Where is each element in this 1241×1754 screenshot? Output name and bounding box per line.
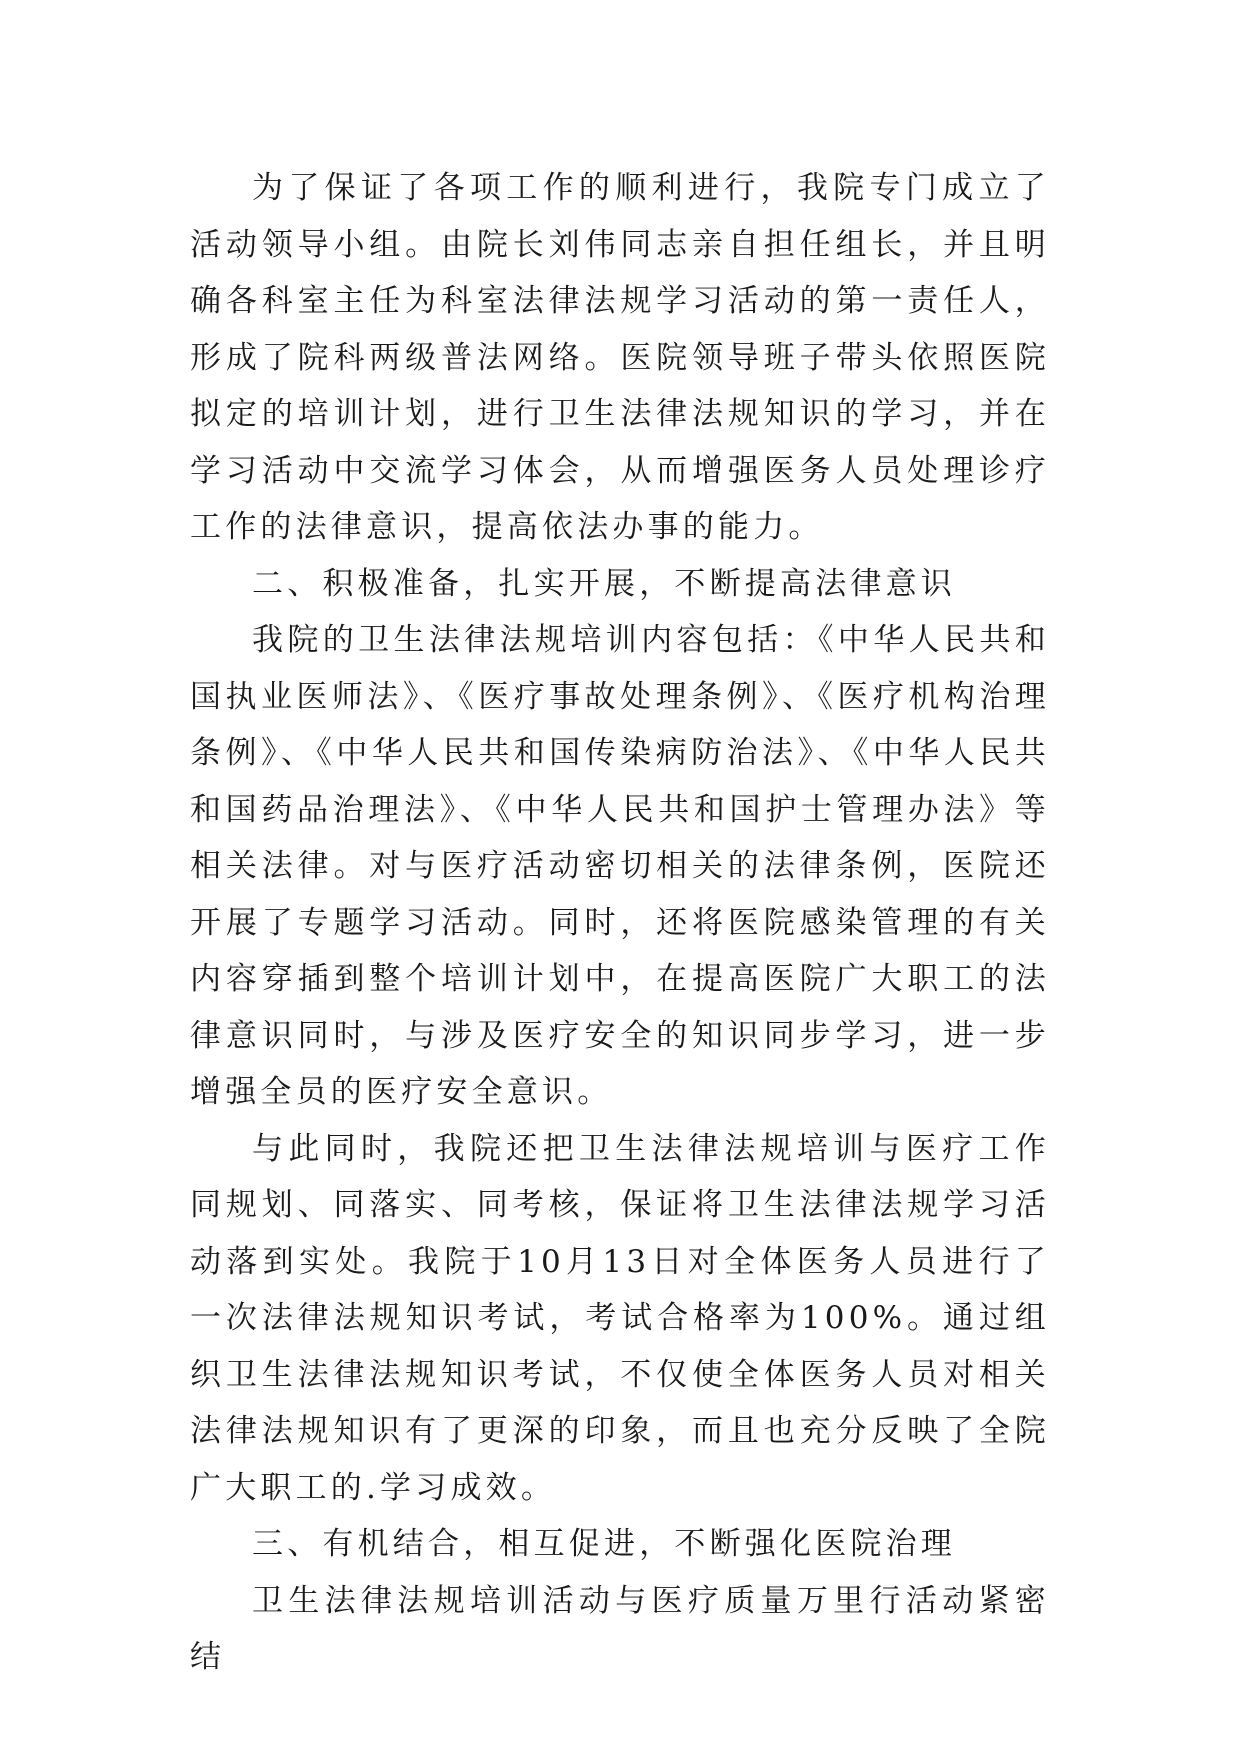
paragraph-leadership-group: 为了保证了各项工作的顺利进行，我院专门成立了活动领导小组。由院长刘伟同志亲自担任组长，并且明确各科室主任为科室法律法规学习活动的第一责任人，形成了院科两级普法网络。医院领导班子带头依照医院拟定的培训计划，进行卫生法律法规知识的学习，并在学习活动中交流学习体会，从而增强医务人员处理诊疗工作的法律意识，提高依法办事的能力。 [190, 170, 1050, 545]
paragraph-quality-activity: 卫生法律法规培训活动与医疗质量万里行活动紧密结 [190, 1582, 1050, 1675]
paragraph-training-content: 我院的卫生法律法规培训内容包括：《中华人民共和国执业医师法》、《医疗事故处理条例》、《医疗机构治理条例》、《中华人民共和国传染病防治法》、《中华人民共和国药品治理法》、《中华人民共和国护士管理办法》等相关法律。对与医疗活动密切相关的法律条例，医院还开展了专题学习活动。同时，还将医院感染管理的有关内容穿插到整个培训计划中，在提高医院广大职工的法律意识同时，与涉及医疗安全的知识同步学习，进一步增强全员的医疗安全意识。 [190, 622, 1050, 1110]
section-heading-2: 二、积极准备，扎实开展，不断提高法律意识 [252, 565, 956, 602]
paragraph-exam-results: 与此同时，我院还把卫生法律法规培训与医疗工作同规划、同落实、同考核，保证将卫生法律法规学习活动落到实处。我院于10月13日对全体医务人员进行了一次法律法规知识考试，考试合格率为100%。通过组织卫生法律法规知识考试，不仅使全体医务人员对相关法律法规知识有了更深的印象，而且也充分反映了全院广大职工的.学习成效。 [190, 1130, 1050, 1506]
document-body [190, 160, 1050, 1686]
section-heading-3: 三、有机结合，相互促进，不断强化医院治理 [252, 1526, 956, 1562]
